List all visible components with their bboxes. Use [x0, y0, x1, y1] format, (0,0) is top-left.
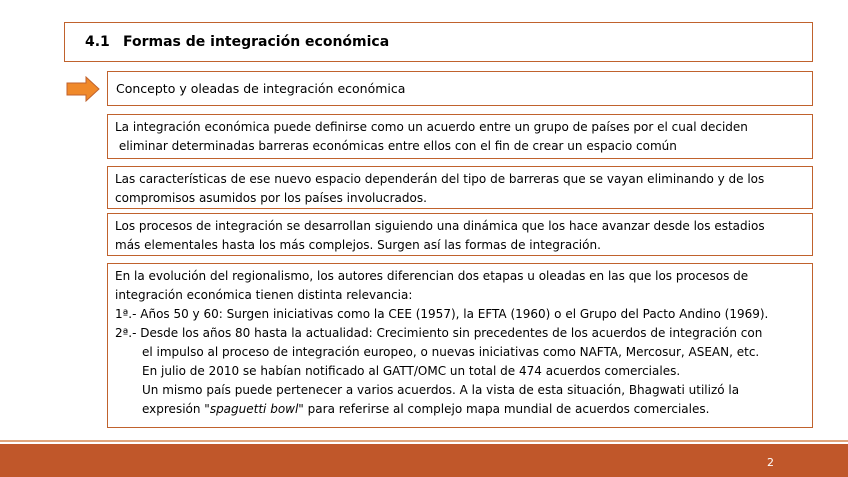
paragraph-characteristics: [107, 166, 813, 209]
section-title-text: Formas de integración económica: [123, 34, 390, 50]
paragraph-line-last: [115, 400, 806, 419]
right-arrow-icon: [66, 76, 100, 102]
paragraph-definition: [107, 114, 813, 159]
footer-bar: [0, 444, 848, 477]
paragraph-line: Los procesos de integración se desarrollan siguiendo una dinámica que los hace avanzar desde los estadios: [115, 219, 765, 233]
subtitle-text: Concepto y oleadas de integración económica: [116, 81, 406, 96]
subtitle-box: [107, 71, 813, 106]
spaguetti-bowl-term: "spaguetti bowl": [204, 402, 304, 416]
text-segment: para referirse al complejo mapa mundial de acuerdos comerciales.: [303, 402, 710, 416]
wave-second-item: 2ª.- Desde los años 80 hasta la actualidad: Crecimiento sin precedentes de los acuerdos de integración con: [115, 326, 763, 340]
paragraph-line: Un mismo país puede pertenecer a varios acuerdos. A la vista de esta situación, Bhagwati utilizó la: [142, 383, 740, 397]
paragraph-processes: [107, 213, 813, 256]
paragraph-line: Las características de ese nuevo espacio dependerán del tipo de barreras que se vayan eliminando y de los: [115, 172, 765, 186]
paragraph-line: En la evolución del regionalismo, los autores diferencian dos etapas u oleadas en las que los procesos de: [115, 269, 749, 283]
text-segment: expresión: [142, 402, 205, 416]
paragraph-regionalism: [107, 263, 813, 428]
paragraph-line: En julio de 2010 se habían notificado al GATT/OMC un total de 474 acuerdos comerciales.: [142, 364, 681, 378]
paragraph-line: el impulso al proceso de integración europeo, o nuevas iniciativas como NAFTA, Mercosur, ASEAN, etc.: [142, 345, 760, 359]
wave-first-item: 1ª.- Años 50 y 60: Surgen iniciativas como la CEE (1957), la EFTA (1960) o el Grupo del Pacto Andino (1969).: [115, 307, 769, 321]
section-title-box: [64, 22, 813, 62]
paragraph-line: integración económica tienen distinta relevancia:: [115, 288, 413, 302]
paragraph-line: compromisos asumidos por los países involucrados.: [115, 191, 427, 205]
paragraph-line: La integración económica puede definirse como un acuerdo entre un grupo de países por el cual deciden: [115, 120, 748, 134]
page-number: 2: [767, 456, 774, 469]
section-number: 4.1: [85, 34, 110, 50]
paragraph-line: más elementales hasta los más complejos. Surgen así las formas de integración.: [115, 238, 601, 252]
footer-divider: [0, 440, 848, 442]
section-title: [85, 34, 389, 50]
paragraph-line: eliminar determinadas barreras económicas entre ellos con el fin de crear un espacio común: [115, 139, 677, 153]
